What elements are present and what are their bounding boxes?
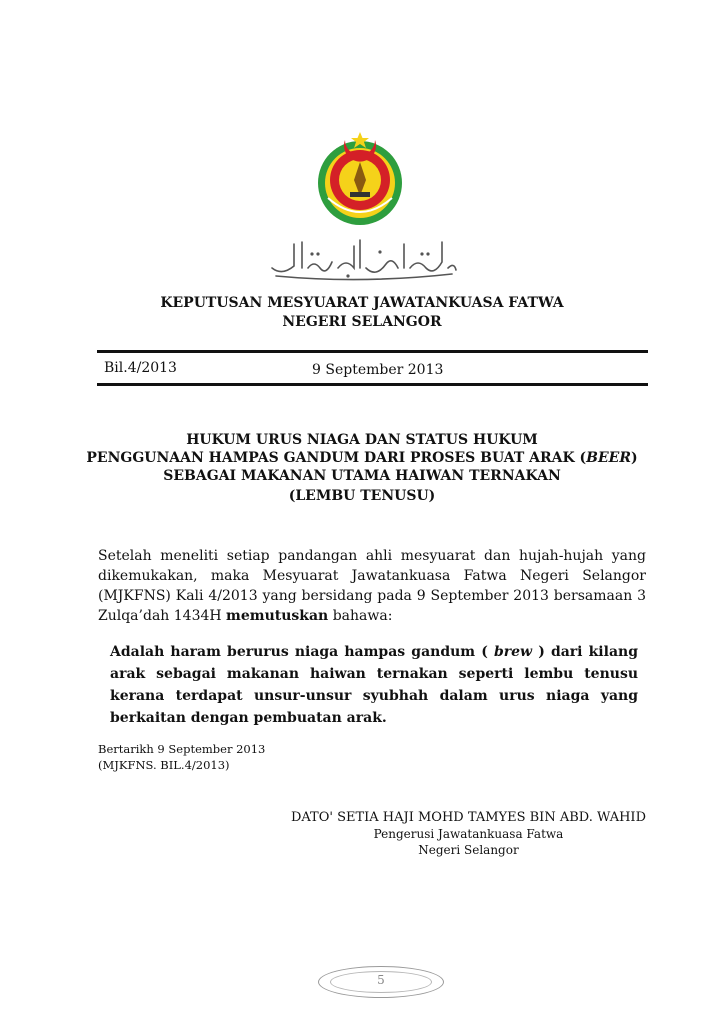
document-title-line2: NEGERI SELANGOR <box>282 314 442 330</box>
decision-statement: Adalah haram berurus niaga hampas gandum ( brew ) dari kilang arak sebagai makanan haiwan ternakan seperti lembu tenusu kerana terdapat unsur-unsur syubhah dalam urus niaga yang berkaitan dengan pembuatan arak. <box>110 644 638 726</box>
dated-line: Bertarikh 9 September 2013 <box>98 742 266 756</box>
signatory-name: DATO' SETIA HAJI MOHD TAMYES BIN ABD. WAHID <box>290 810 646 825</box>
jawi-calligraphy-icon <box>262 232 462 282</box>
subject-line4: (LEMBU TENUSU) <box>288 488 436 504</box>
decision-italic-brew: brew <box>493 644 533 660</box>
top-rule <box>97 350 648 353</box>
signatory-block <box>291 809 646 858</box>
subject-line3: SEBAGAI MAKANAN UTAMA HAIWAN TERNAKAN <box>163 468 561 484</box>
page-number: 5 <box>377 973 385 987</box>
signatory-position: Pengerusi Jawatankuasa Fatwa <box>373 827 564 841</box>
subject-line1: HUKUM URUS NIAGA DAN STATUS HUKUM <box>186 432 538 448</box>
bottom-rule <box>97 383 648 386</box>
reference-code: (MJKFNS. BIL.4/2013) <box>98 758 230 772</box>
subject-italic-beer: BEER <box>586 450 631 466</box>
signatory-state: Negeri Selangor <box>418 843 519 857</box>
bill-number: Bil.4/2013 <box>104 360 177 376</box>
decision-verb: memutuskan <box>226 608 329 624</box>
decision-date: 9 September 2013 <box>312 362 444 378</box>
intro-paragraph: Setelah meneliti setiap pandangan ahli mesyuarat dan hujah-hujah yang dikemukakan, maka Mesyuarat Jawatankuasa Fatwa Negeri Selangor (MJKFNS) Kali 4/2013 yang bersidang pada 9 September 2013 bersamaan 3 Zulqa’dah 1434H memutuskan bahawa: <box>98 548 646 624</box>
mufti-emblem-icon <box>310 128 410 228</box>
document-title-line1: KEPUTUSAN MESYUARAT JAWATANKUASA FATWA <box>160 295 564 311</box>
subject-line2: PENGGUNAAN HAMPAS GANDUM DARI PROSES BUAT ARAK (BEER) <box>86 450 638 466</box>
